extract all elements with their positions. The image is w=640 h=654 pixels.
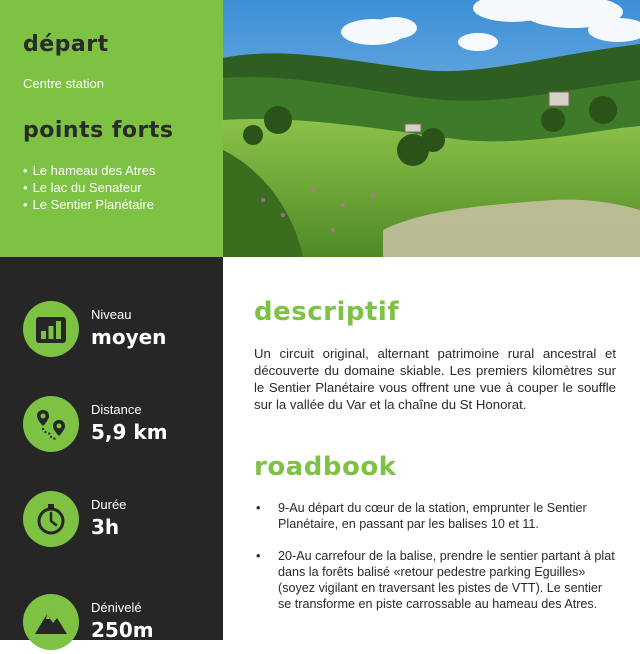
stat-label: Niveau — [91, 307, 132, 322]
stat-value: 250m — [91, 618, 154, 642]
route-pin-icon — [23, 396, 79, 452]
depart-heading: départ — [23, 32, 109, 57]
points-forts-list — [23, 162, 155, 213]
list-item: • 20-Au carrefour de la balise, prendre le sentier partant à plat dans la forêts balisé «retour pedestre parking Eguilles» (soyez vigilant en traversant les pistes de VTT). Le sentier se transforme en piste carrossable au hameau des Atres. — [254, 548, 616, 612]
list-item: • 9-Au départ du cœur de la station, emprunter le Sentier Planétaire, en passant par les balises 10 et 11. — [254, 500, 616, 532]
stat-value: moyen — [91, 325, 167, 349]
roadbook-heading: roadbook — [254, 452, 397, 482]
stat-distance — [23, 396, 223, 456]
stats-panel — [0, 257, 223, 640]
stat-niveau — [23, 301, 223, 361]
points-forts-heading: points forts — [23, 118, 174, 143]
descriptif-text: Un circuit original, alternant patrimoine rural ancestral et découverte du domaine skiable. Les premiers kilomètres sur le Sentier Planétaire vous offrent une vue à couper le souffle sur la vallée du Var et la chaîne du St Honorat. — [254, 346, 616, 412]
roadbook-list — [254, 500, 616, 628]
depart-value: Centre station — [23, 76, 104, 91]
list-item: • Le hameau des Atres — [23, 162, 155, 179]
stat-label: Durée — [91, 497, 127, 512]
list-item: • Le Sentier Planétaire — [23, 196, 155, 213]
landscape-photo — [223, 0, 640, 257]
list-item: • Le lac du Senateur — [23, 179, 155, 196]
mountain-icon — [23, 594, 79, 650]
stat-value: 5,9 km — [91, 420, 168, 444]
stopwatch-icon — [23, 491, 79, 547]
descriptif-heading: descriptif — [254, 297, 400, 327]
stat-denivele — [23, 594, 223, 654]
stat-label: Dénivelé — [91, 600, 142, 615]
bar-level-icon — [23, 301, 79, 357]
info-panel — [0, 0, 223, 257]
stat-duree — [23, 491, 223, 551]
stat-value: 3h — [91, 515, 120, 539]
stat-label: Distance — [91, 402, 142, 417]
